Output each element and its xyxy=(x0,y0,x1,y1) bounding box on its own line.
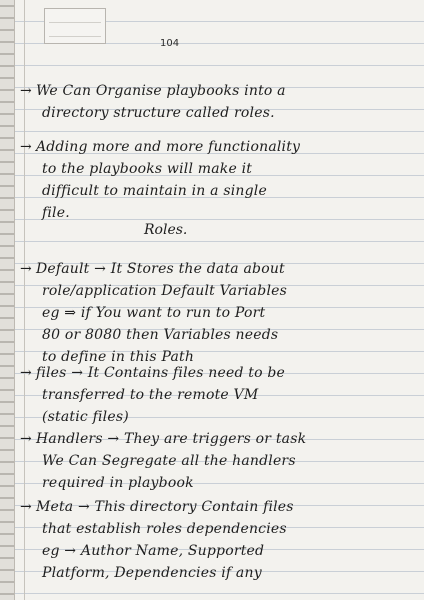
arrow-icon: → xyxy=(20,83,32,99)
arrow-icon: → xyxy=(20,431,32,447)
note-line: → Handlers → They are triggers or task xyxy=(20,431,307,447)
date-box-line xyxy=(49,25,101,37)
note-block-default xyxy=(20,258,416,368)
arrow-icon: → xyxy=(20,365,32,381)
note-line: transferred to the remote VM xyxy=(42,387,259,403)
note-block-adding-functionality xyxy=(20,136,416,224)
note-line: → We Can Organise playbooks into a xyxy=(20,83,286,99)
arrow-icon: → xyxy=(20,139,32,155)
note-line: → Default → It Stores the data about xyxy=(20,261,285,277)
note-line: to the playbooks will make it xyxy=(42,161,253,177)
note-line: that establish roles dependencies xyxy=(42,521,287,537)
arrow-icon: → xyxy=(20,499,32,515)
note-line: We Can Segregate all the handlers xyxy=(42,453,296,469)
note-block-handlers xyxy=(20,428,416,494)
note-line: required in playbook xyxy=(42,475,194,491)
roles-heading: Roles. xyxy=(144,222,188,238)
page-box-line xyxy=(49,11,101,23)
note-block-files xyxy=(20,362,416,428)
note-line: → Adding more and more functionality xyxy=(20,139,301,155)
note-line: difficult to maintain in a single xyxy=(42,183,267,199)
note-line: → Meta → This directory Contain files xyxy=(20,499,294,515)
note-line: → files → It Contains files need to be xyxy=(20,365,286,381)
arrow-icon: → xyxy=(20,261,32,277)
note-line: eg → Author Name, Supported xyxy=(42,543,265,559)
note-line: directory structure called roles. xyxy=(42,105,275,121)
note-line: 80 or 8080 then Variables needs xyxy=(42,327,279,343)
note-line: (static files) xyxy=(42,409,129,425)
note-line: eg ⇒ if You want to run to Port xyxy=(42,305,266,321)
note-line: Platform, Dependencies if any xyxy=(42,565,262,581)
note-block-meta xyxy=(20,496,416,584)
page-date-box xyxy=(44,8,106,44)
page-number: 104 xyxy=(160,38,180,49)
note-block-organise-playbooks xyxy=(20,80,416,124)
spiral-binding xyxy=(0,0,15,600)
note-line: to define in this Path xyxy=(42,349,195,365)
note-line: file. xyxy=(42,205,70,221)
note-line: role/application Default Variables xyxy=(42,283,288,299)
